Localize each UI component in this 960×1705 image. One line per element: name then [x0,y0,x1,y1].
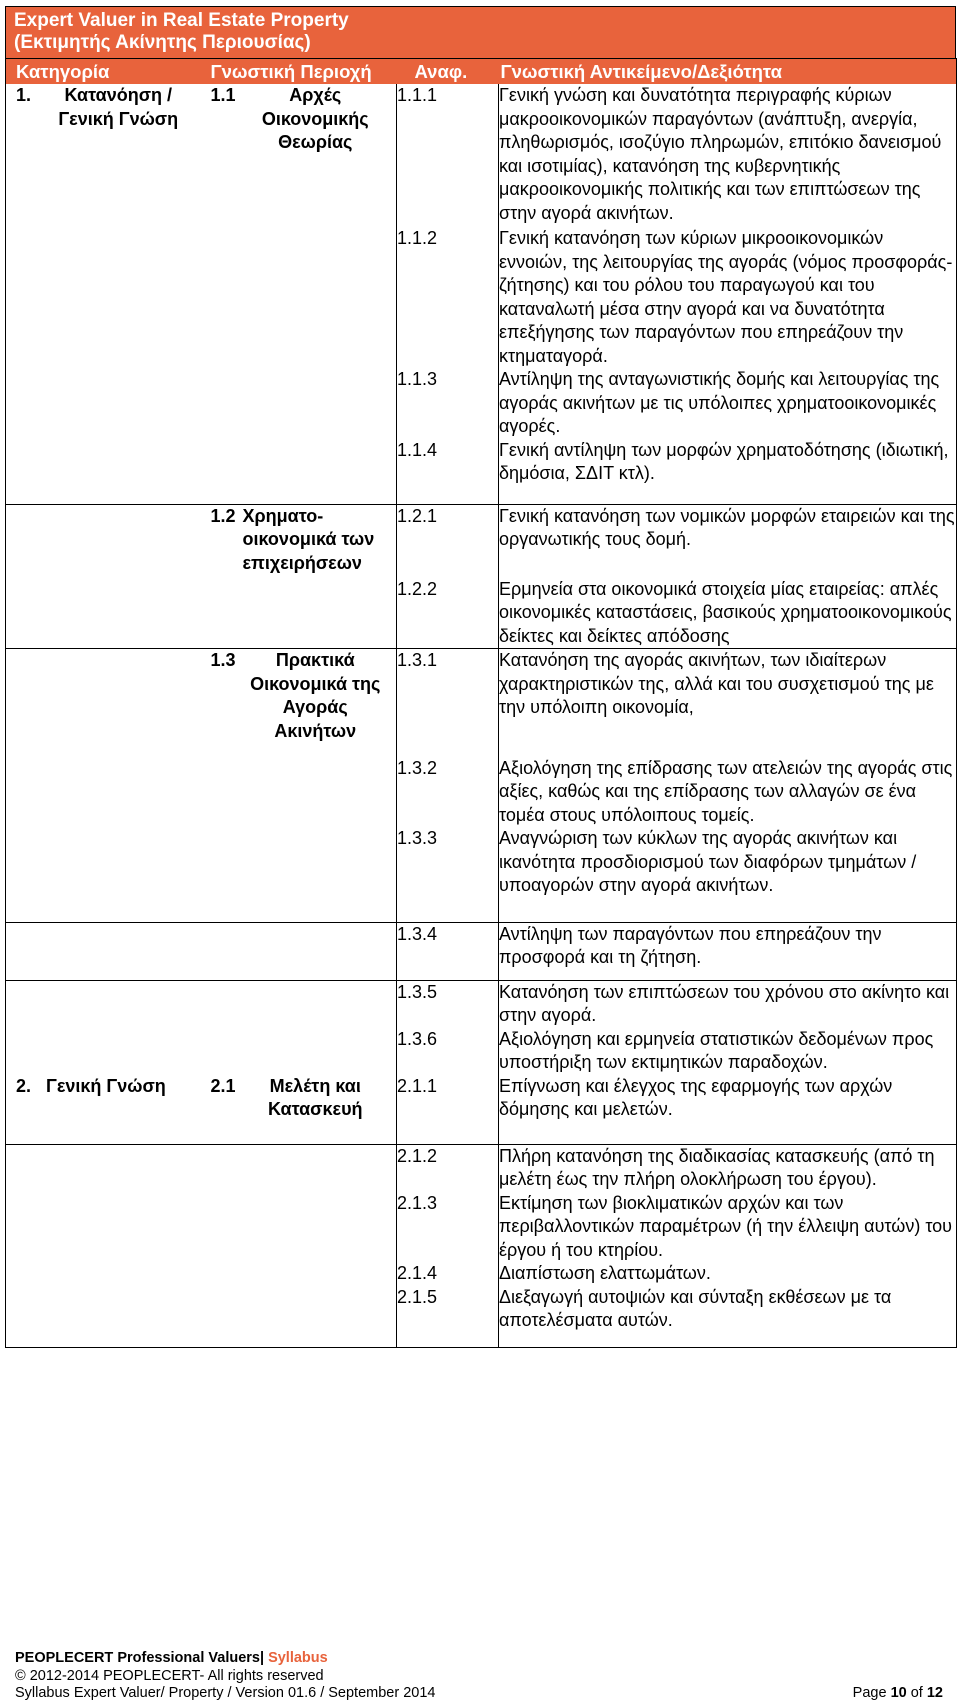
table-row [6,1144,957,1192]
table-row [6,1192,957,1263]
knowledge-area-label: 2.1 Μελέτη και Κατασκευή [210,1075,363,1119]
knowledge-area-cell [199,649,397,757]
category-cell [6,504,199,578]
reference-code: 2.1.2 [397,1144,499,1192]
skill-description: Επίγνωση και έλεγχος της εφαρμογής των αρχών δόμησης και μελετών. [499,1075,957,1145]
table-row [6,827,957,922]
title-line-1: Expert Valuer in Real Estate Property [14,10,349,31]
knowledge-area-label: 1.3 Πρακτικά Οικονομικά της Αγοράς Ακινήτων [210,650,381,741]
knowledge-area-cell [199,757,397,828]
skill-description: Διεξαγωγή αυτοψιών και σύνταξη εκθέσεων με τα αποτελέσματα αυτών. [499,1286,957,1348]
category-cell [6,1144,199,1192]
knowledge-area-label: 1.2 Χρηματο-οικονομικά των επιχειρήσεων [210,505,375,573]
knowledge-area-cell [199,1192,397,1263]
skill-description: Εκτίμηση των βιοκλιματικών αρχών και των περιβαλλοντικών παραμέτρων (ή την έλλειψη αυτών) του έργου ή του κτηρίου. [499,1192,957,1263]
reference-code: 1.1.4 [397,439,499,505]
skill-description: Αναγνώριση των κύκλων της αγοράς ακινήτων και ικανότητα προσδιορισμού των διαφόρων τμημάτων / υποαγορών στην αγορά ακινήτων. [499,827,957,922]
footer-separator: | [259,1650,265,1666]
reference-code: 2.1.3 [397,1192,499,1263]
category-cell [6,922,199,980]
category-cell [6,578,199,649]
table-row [6,227,957,368]
reference-code: 2.1.4 [397,1262,499,1286]
knowledge-area-cell [199,504,397,578]
reference-code: 1.3.6 [397,1028,499,1075]
table-row [6,578,957,649]
knowledge-area-cell [199,980,397,1028]
category-cell [6,649,199,757]
reference-code: 1.3.4 [397,922,499,980]
knowledge-area-cell [199,439,397,505]
knowledge-area-label: 1.1 Αρχές Οικονομικής Θεωρίας [210,85,369,152]
table-row [6,368,957,439]
skill-description: Ερμηνεία στα οικονομικά στοιχεία μίας εταιρείας: απλές οικονομικές καταστάσεις, βασικούς χρηματοοικονομικούς δείκτες και δείκτες απόδοσης [499,578,957,649]
reference-code: 1.1.3 [397,368,499,439]
category-cell [6,827,199,922]
category-cell [6,980,199,1028]
table-header-row [6,59,957,85]
category-cell [6,227,199,368]
skill-description: Αντίληψη της ανταγωνιστικής δομής και λειτουργίας της αγοράς ακινήτων με τις υπόλοιπες χρηματοοικονομικές αγορές. [499,368,957,439]
category-cell [6,1192,199,1263]
table-row [6,1075,957,1145]
page-footer [15,1650,943,1703]
table-row [6,1028,957,1075]
knowledge-area-cell [199,1262,397,1286]
table-row [6,439,957,505]
knowledge-area-cell [199,578,397,649]
table-row [6,84,957,227]
category-cell [6,1262,199,1286]
skill-description: Γενική αντίληψη των μορφών χρηματοδότησης (ιδιωτική, δημόσια, ΣΔΙΤ κτλ). [499,439,957,505]
footer-copyright: © 2012-2014 PEOPLECERT- All rights reserved [15,1667,324,1684]
reference-code: 1.2.2 [397,578,499,649]
title-line-2: (Εκτιμητής Ακίνητης Περιουσίας) [14,32,311,53]
knowledge-area-cell [199,922,397,980]
reference-code: 1.3.5 [397,980,499,1028]
skill-description: Διαπίστωση ελαττωμάτων. [499,1262,957,1286]
knowledge-area-cell [199,368,397,439]
footer-brand: PEOPLECERT Professional Valuers [15,1650,260,1666]
header-category: Κατηγορία [6,59,199,85]
table-row [6,757,957,828]
knowledge-area-cell [199,1075,397,1145]
reference-code: 1.3.2 [397,757,499,828]
skill-description: Γενική κατανόηση των κύριων μικροοικονομικών εννοιών, της λειτουργίας της αγοράς (νόμος προσφοράς- ζήτησης) και του ρόλου του παραγωγού και του καταναλωτή μέσα στην αγορά και να δυνατότητα επεξήγησης των παραγόντων που επηρεάζουν την κτηματαγορά. [499,227,957,368]
reference-code: 1.2.1 [397,504,499,578]
reference-code: 1.3.1 [397,649,499,757]
category-cell [6,368,199,439]
knowledge-area-cell [199,1286,397,1348]
category-label: 2. Γενική Γνώση [16,1075,166,1096]
table-row [6,649,957,757]
category-cell [6,757,199,828]
table-row [6,1262,957,1286]
skill-description: Αξιολόγηση και ερμηνεία στατιστικών δεδομένων προς υποστήριξη των εκτιμητικών παραδοχών. [499,1028,957,1075]
table-row [6,1286,957,1348]
header-knowledge-area: Γνωστική Περιοχή [199,59,397,85]
category-cell [6,84,199,227]
header-skill: Γνωστική Αντικείμενο/Δεξιότητα [499,59,957,85]
category-cell [6,1028,199,1075]
reference-code: 2.1.1 [397,1075,499,1145]
skill-description: Κατανόηση της αγοράς ακινήτων, των ιδιαίτερων χαρακτηριστικών της, αλλά και του συσχετισμού της με την υπόλοιπη οικονομία, [499,649,957,757]
reference-code: 2.1.5 [397,1286,499,1348]
reference-code: 1.3.3 [397,827,499,922]
footer-page-number: Page 10 of 12 [852,1685,943,1701]
knowledge-area-cell [199,827,397,922]
knowledge-area-cell [199,227,397,368]
skill-description: Πλήρη κατανόηση της διαδικασίας κατασκευής (από τη μελέτη έως την πλήρη ολοκλήρωση του έργου). [499,1144,957,1192]
syllabus-table-block [5,6,956,1348]
skill-description: Αξιολόγηση της επίδρασης των ατελειών της αγοράς στις αξίες, καθώς και της επίδρασης των αλλαγών σε ένα τομέα στους υπόλοιπους τομείς. [499,757,957,828]
skill-description: Κατανόηση των επιπτώσεων του χρόνου στο ακίνητο και στην αγορά. [499,980,957,1028]
knowledge-area-cell [199,84,397,227]
knowledge-area-cell [199,1028,397,1075]
knowledge-area-cell [199,1144,397,1192]
category-cell [6,439,199,505]
table-row [6,922,957,980]
category-label: 1. Κατανόηση / Γενική Γνώση [16,85,179,129]
header-reference: Αναφ. [397,59,499,85]
skill-description: Αντίληψη των παραγόντων που επηρεάζουν την προσφορά και τη ζήτηση. [499,922,957,980]
table-row [6,504,957,578]
reference-code: 1.1.1 [397,84,499,227]
syllabus-table [5,58,957,1348]
skill-description: Γενική κατανόηση των νομικών μορφών εταιρειών και της οργανωτικής τους δομή. [499,504,957,578]
table-row [6,980,957,1028]
reference-code: 1.1.2 [397,227,499,368]
footer-syllabus: Syllabus [264,1650,328,1666]
category-cell [6,1286,199,1348]
footer-document-info: Syllabus Expert Valuer/ Property / Version 01.6 / September 2014 [15,1685,436,1701]
category-cell [6,1075,199,1145]
skill-description: Γενική γνώση και δυνατότητα περιγραφής κύριων μακροοικονομικών παραγόντων (ανάπτυξη, ανεργία, πληθωρισμός, ισοζύγιο πληρωμών, επιτόκιο δανεισμού και ισοτιμίας), κατανόηση της κυβερνητικής μακροοικονομικής πολιτικής και των επιπτώσεων της στην αγορά ακινήτων. [499,84,957,227]
document-title [5,6,956,58]
